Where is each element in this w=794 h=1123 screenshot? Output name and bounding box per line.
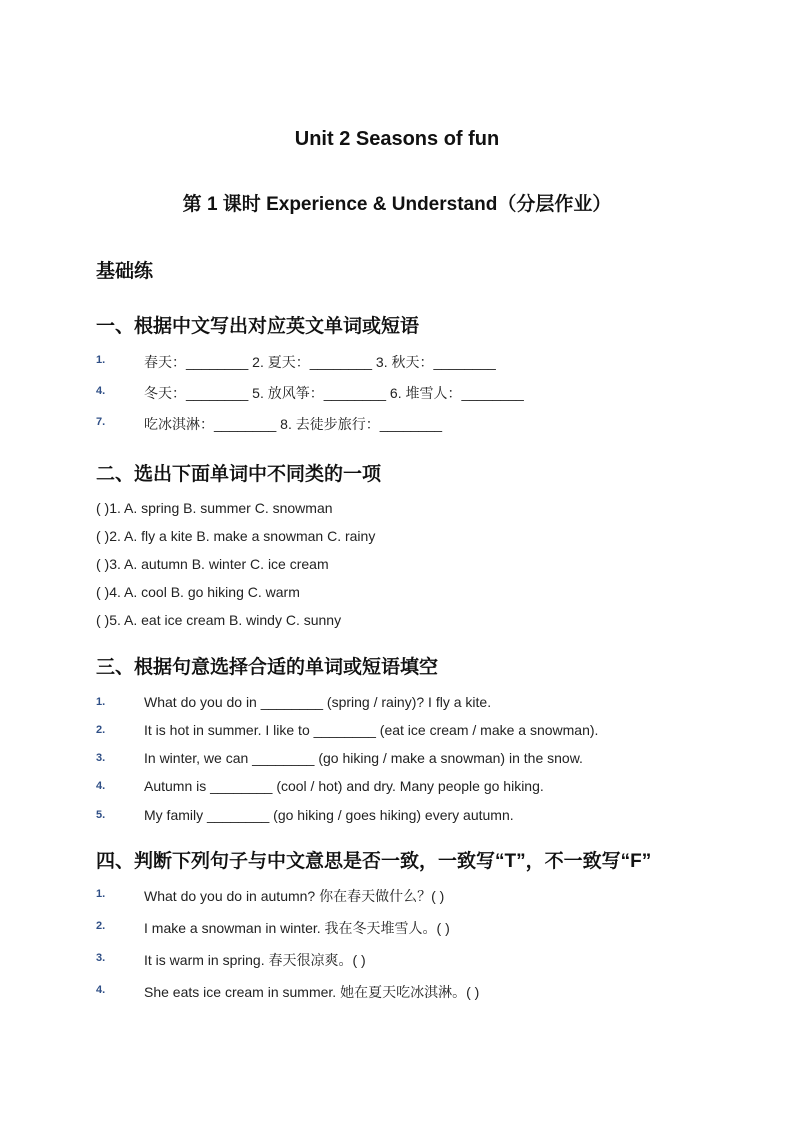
item-text: 冬天：________ 5. 放风筝：________ 6. 堆雪人：________ <box>144 385 524 401</box>
item-text: I make a snowman in winter. 我在冬天堆雪人。( ) <box>144 920 450 936</box>
item-text: 吃冰淇淋：________ 8. 去徒步旅行：________ <box>144 416 443 432</box>
item-number: 4. <box>96 984 106 996</box>
section-3-heading: 三、根据句意选择合适的单词或短语填空 <box>96 657 439 678</box>
item-text: 春天：________ 2. 夏天：________ 3. 秋天：________ <box>144 354 496 370</box>
item-text: What do you do in autumn? 你在春天做什么？( ) <box>144 888 445 904</box>
item-text: My family ________ (go hiking / goes hiking) every autumn. <box>144 807 514 823</box>
question-item: ( )2. A. fly a kite B. make a snowman C. rainy <box>96 528 376 544</box>
item-number: 2. <box>96 724 106 736</box>
item-number: 4. <box>96 780 106 792</box>
item-text: It is hot in summer. I like to ________ (eat ice cream / make a snowman). <box>144 722 599 738</box>
item-number: 1. <box>96 888 106 900</box>
item-text: Autumn is ________ (cool / hot) and dry. Many people go hiking. <box>144 778 544 794</box>
question-item: ( )3. A. autumn B. winter C. ice cream <box>96 556 329 572</box>
section-2-heading: 二、选出下面单词中不同类的一项 <box>96 464 382 485</box>
page-title: Unit 2 Seasons of fun <box>294 128 500 150</box>
question-item: ( )4. A. cool B. go hiking C. warm <box>96 584 300 600</box>
question-item: ( )1. A. spring B. summer C. snowman <box>96 500 333 516</box>
item-number: 1. <box>96 354 106 366</box>
item-number: 3. <box>96 752 106 764</box>
section-4-heading: 四、判断下列句子与中文意思是否一致，一致写“T”，不一致写“F” <box>96 851 652 872</box>
item-text: What do you do in ________ (spring / rainy)? I fly a kite. <box>144 694 492 710</box>
item-number: 7. <box>96 416 106 428</box>
question-item: ( )5. A. eat ice cream B. windy C. sunny <box>96 612 342 628</box>
item-number: 2. <box>96 920 106 932</box>
item-number: 1. <box>96 696 106 708</box>
level-heading: 基础练 <box>96 261 154 282</box>
item-number: 4. <box>96 385 106 397</box>
section-1-heading: 一、根据中文写出对应英文单词或短语 <box>96 316 420 337</box>
item-text: She eats ice cream in summer. 她在夏天吃冰淇淋。( ) <box>144 984 480 1000</box>
item-number: 3. <box>96 952 106 964</box>
page-subtitle: 第 1 课时 Experience & Understand（分层作业） <box>182 194 612 215</box>
item-text: It is warm in spring. 春天很凉爽。( ) <box>144 952 366 968</box>
item-text: In winter, we can ________ (go hiking / make a snowman) in the snow. <box>144 750 583 766</box>
item-number: 5. <box>96 809 106 821</box>
